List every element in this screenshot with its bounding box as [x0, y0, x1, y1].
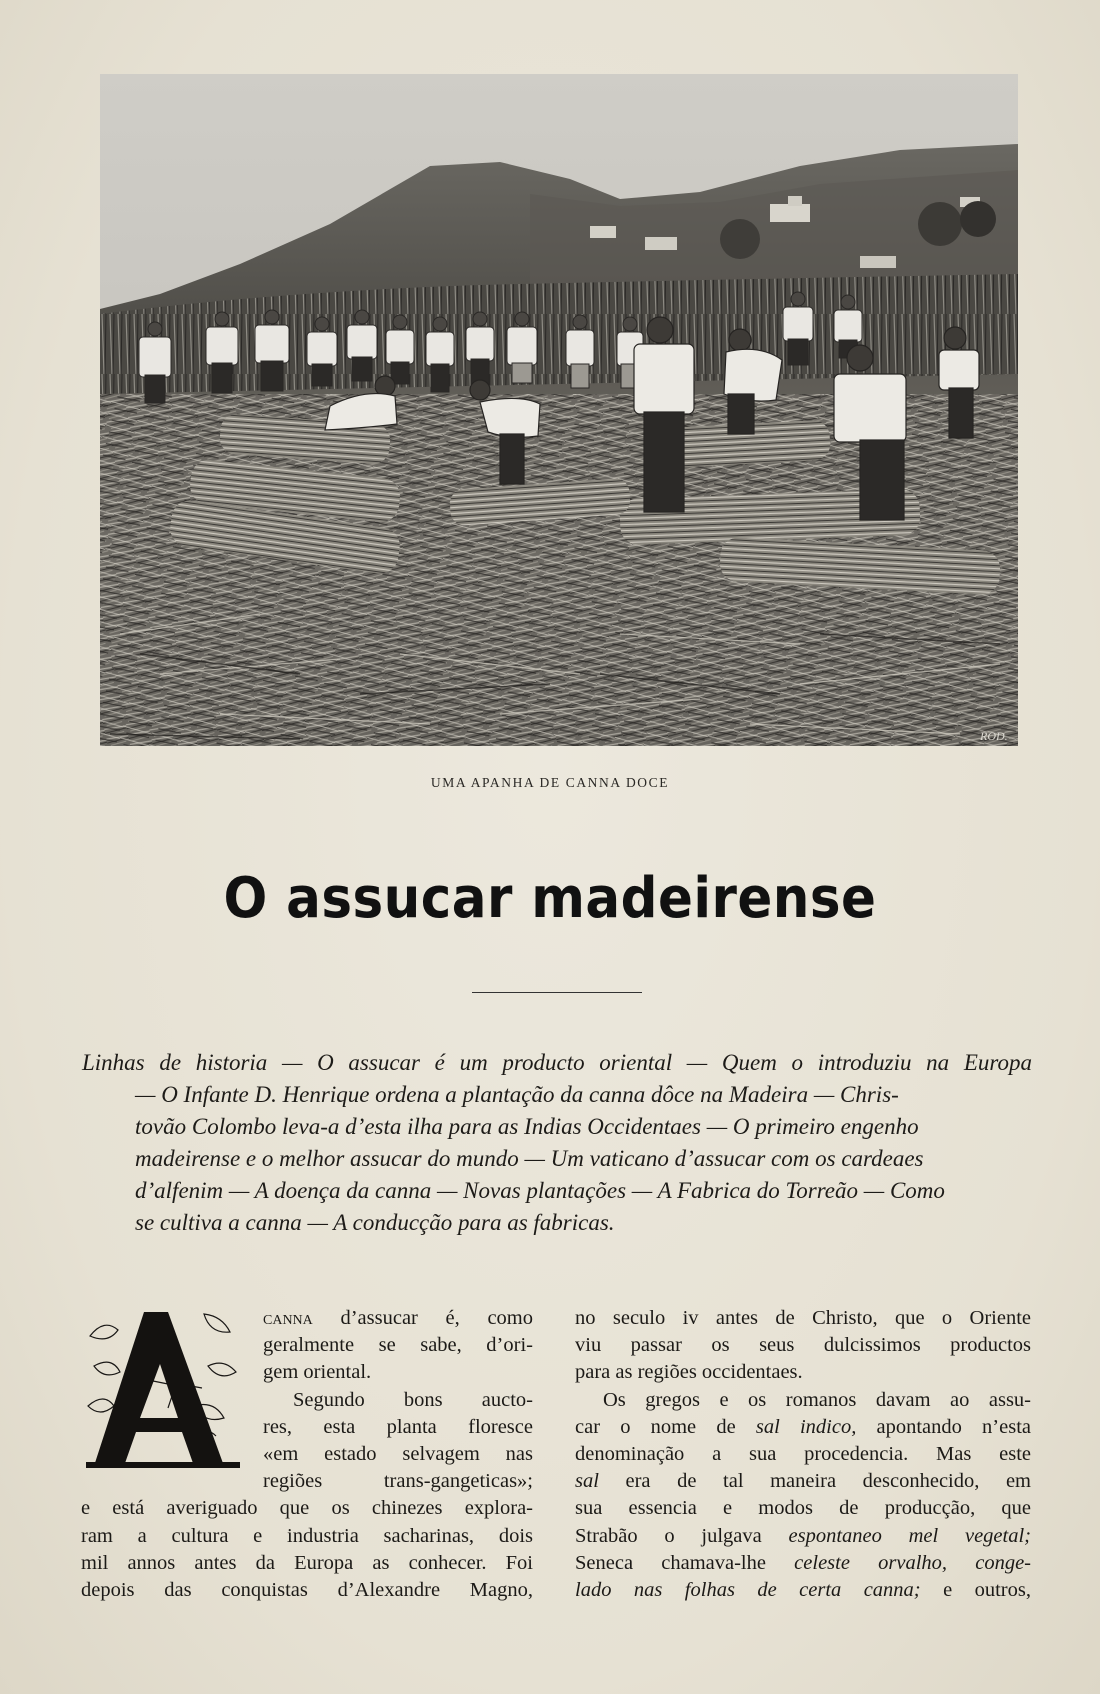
text-line: depois das conquistas d’Alexandre Magno,: [81, 1579, 533, 1602]
text-line: Segundo bons aucto-: [293, 1388, 533, 1411]
text-fragment: d’assucar é, como: [312, 1307, 533, 1329]
italic-fragment: celeste orvalho, conge-: [794, 1551, 1032, 1574]
harvest-photograph: [100, 74, 1018, 746]
text-line: [575, 1468, 1031, 1495]
body-column-left: [81, 1305, 533, 1604]
summary-line: se cultiva a canna — A conducção para as fabricas.: [135, 1210, 615, 1235]
summary-line: tovão Colombo leva-a d’esta ilha para as Indias Occidentaes — O primeiro engenho: [135, 1114, 919, 1139]
text-fragment: apontando n’esta: [856, 1415, 1032, 1438]
harvest-photo-illustration: [100, 74, 1018, 746]
text-fragment: Strabão o julgava: [575, 1524, 789, 1547]
text-line: «em estado selvagem nas: [263, 1443, 533, 1466]
text-line: [575, 1550, 1031, 1577]
article-summary: [82, 1047, 1032, 1239]
text-line: gem oriental.: [263, 1361, 372, 1384]
body-column-right: [575, 1305, 1031, 1604]
summary-line: Linhas de historia — O assucar é um producto oriental — Quem o introduziu na Europa: [82, 1050, 1032, 1075]
text-line: res, esta planta floresce: [263, 1415, 533, 1438]
summary-line: madeirense e o melhor assucar do mundo — Um vaticano d’assucar com os cardeaes: [135, 1146, 924, 1171]
italic-fragment: sal: [575, 1470, 599, 1493]
photo-caption: UMA APANHA DE CANNA DOCE: [430, 775, 670, 790]
text-line: denominação a sua procedencia. Mas este: [575, 1443, 1031, 1466]
italic-fragment: sal indico,: [755, 1415, 857, 1438]
text-line: [575, 1523, 1031, 1550]
text-line: viu passar os seus dulcissimos productos: [575, 1334, 1031, 1357]
title-divider: [472, 992, 642, 993]
drop-cap-letter: A: [142, 1424, 143, 1425]
italic-fragment: espontaneo mel vegetal;: [788, 1524, 1032, 1547]
text-line: [81, 1305, 533, 1332]
text-fragment: era de tal maneira desconhecido, em: [598, 1470, 1031, 1493]
photographer-signature: ROD.: [980, 729, 1008, 743]
lead-word: canna: [263, 1307, 313, 1329]
text-fragment: car o nome de: [575, 1415, 756, 1438]
text-line: sua essencia e modos de producção, que: [575, 1497, 1031, 1520]
text-line: ram a cultura e industria sacharinas, dois: [81, 1524, 533, 1547]
text-line: no seculo iv antes de Christo, que o Oriente: [575, 1307, 1031, 1329]
text-line: e está averiguado que os chinezes explora-: [81, 1497, 533, 1520]
text-line: mil annos antes da Europa as conhecer. Foi: [81, 1551, 533, 1574]
text-line: [575, 1577, 1031, 1604]
italic-fragment: lado nas folhas de certa canna;: [575, 1579, 921, 1602]
summary-line: d’alfenim — A doença da canna — Novas plantações — A Fabrica do Torreão — Como: [135, 1178, 945, 1203]
text-fragment: Seneca chamava-lhe: [575, 1551, 795, 1574]
text-fragment: e outros,: [920, 1579, 1031, 1602]
text-line: Os gregos e os romanos davam ao assu-: [603, 1388, 1031, 1411]
text-line: regiões trans-gangeticas»;: [263, 1470, 533, 1493]
text-line: geralmente se sabe, d’ori-: [263, 1334, 533, 1357]
article-title: O assucar madeirense: [223, 866, 877, 931]
text-line: para as regiões occidentaes.: [575, 1361, 803, 1384]
text-line: [575, 1414, 1031, 1441]
summary-line: — O Infante D. Henrique ordena a plantação da canna dôce na Madeira — Chris-: [135, 1082, 899, 1107]
